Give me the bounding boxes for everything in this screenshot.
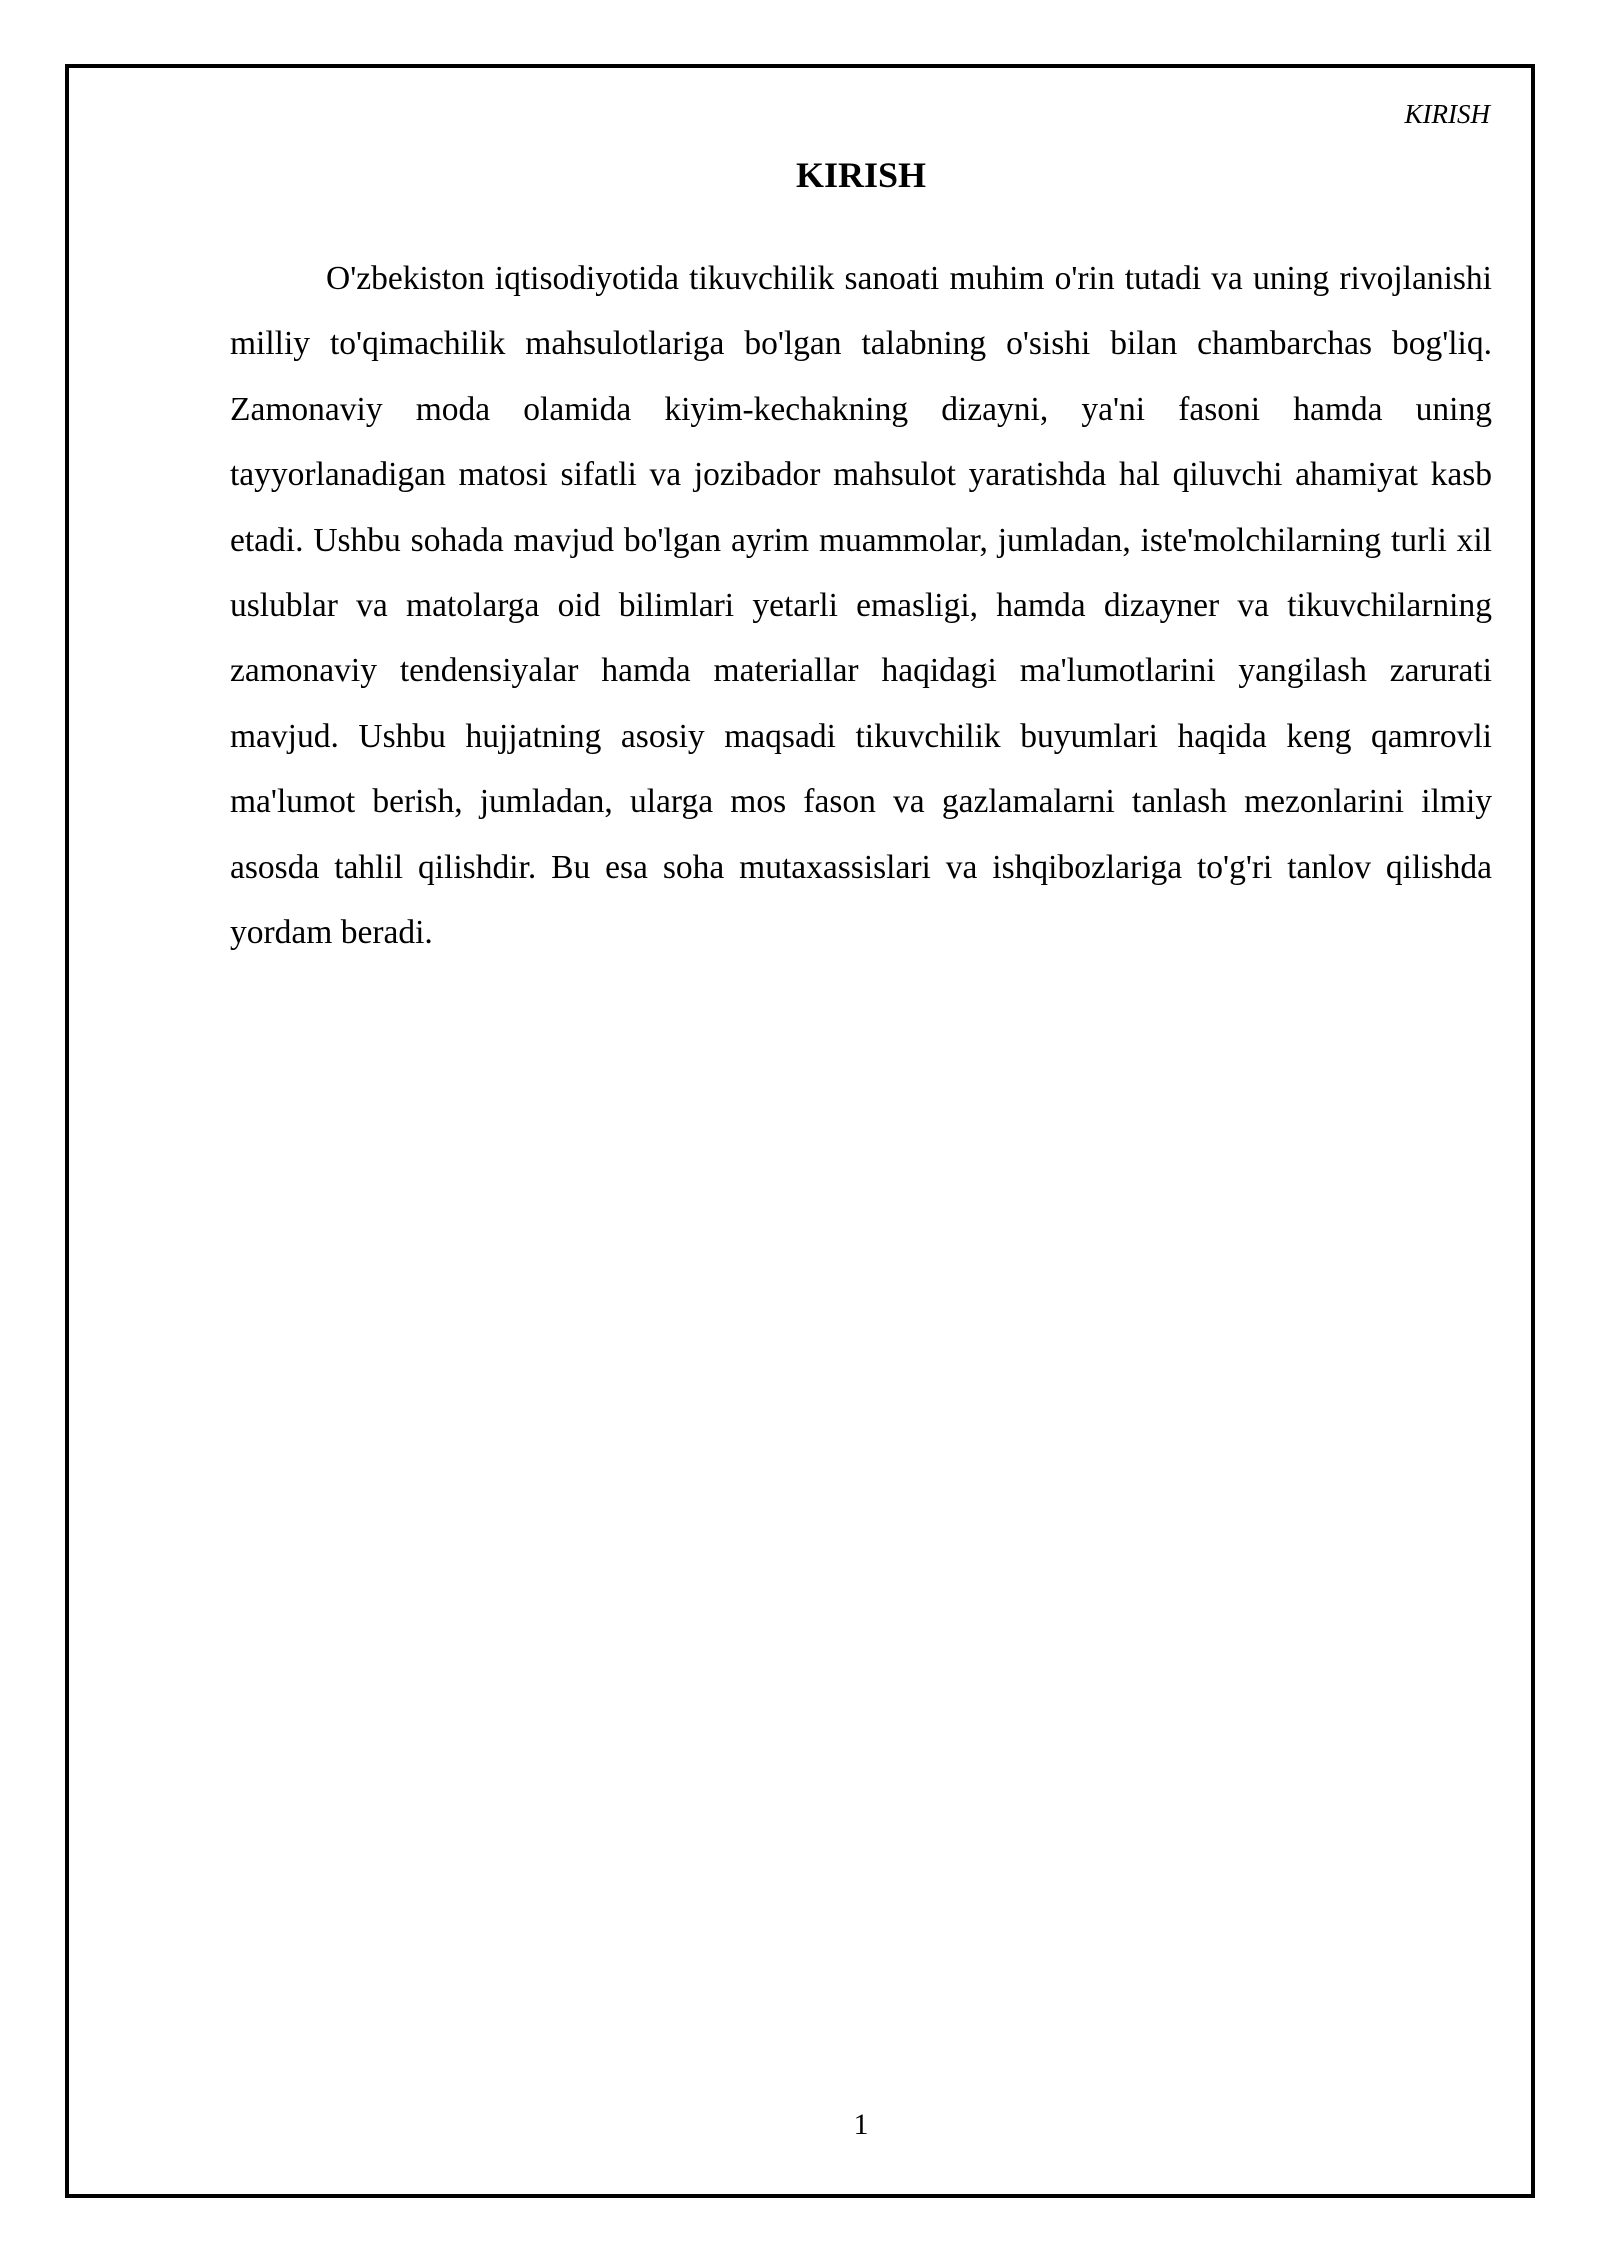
body-paragraph: O'zbekiston iqtisodiyotida tikuvchilik sanoati muhim o'rin tutadi va uning rivojlanishi milliy to'qimachilik mahsulotlariga bo'lgan talabning o'sishi bilan chambarchas bog'liq. Zamonaviy moda olamida kiyim-kechakning dizayni, ya'ni fasoni hamda uning tayyorlanadigan matosi sifatli va jozibador mahsulot yaratishda hal qiluvchi ahamiyat kasb etadi. Ushbu sohada mavjud bo'lgan ayrim muammolar, jumladan, iste'molchilarning turli xil uslublar va matolarga oid bilimlari yetarli emasligi, hamda dizayner va tikuvchilarning zamonaviy tendensiyalar hamda materiallar haqidagi ma'lumotlarini yangilash zarurati mavjud. Ushbu hujjatning asosiy maqsadi tikuvchilik buyumlari haqida keng qamrovli ma'lumot berish, jumladan, ularga mos fason va gazlamalarni tanlash mezonlarini ilmiy asosda tahlil qilishdir. Bu esa soha mutaxassislari va ishqibozlariga to'g'ri tanlov qilishda yordam beradi. (230, 260, 1492, 952)
section-title: KIRISH (795, 155, 927, 195)
running-header: KIRISH (1404, 99, 1490, 129)
page-number: 1 (853, 2108, 869, 2141)
